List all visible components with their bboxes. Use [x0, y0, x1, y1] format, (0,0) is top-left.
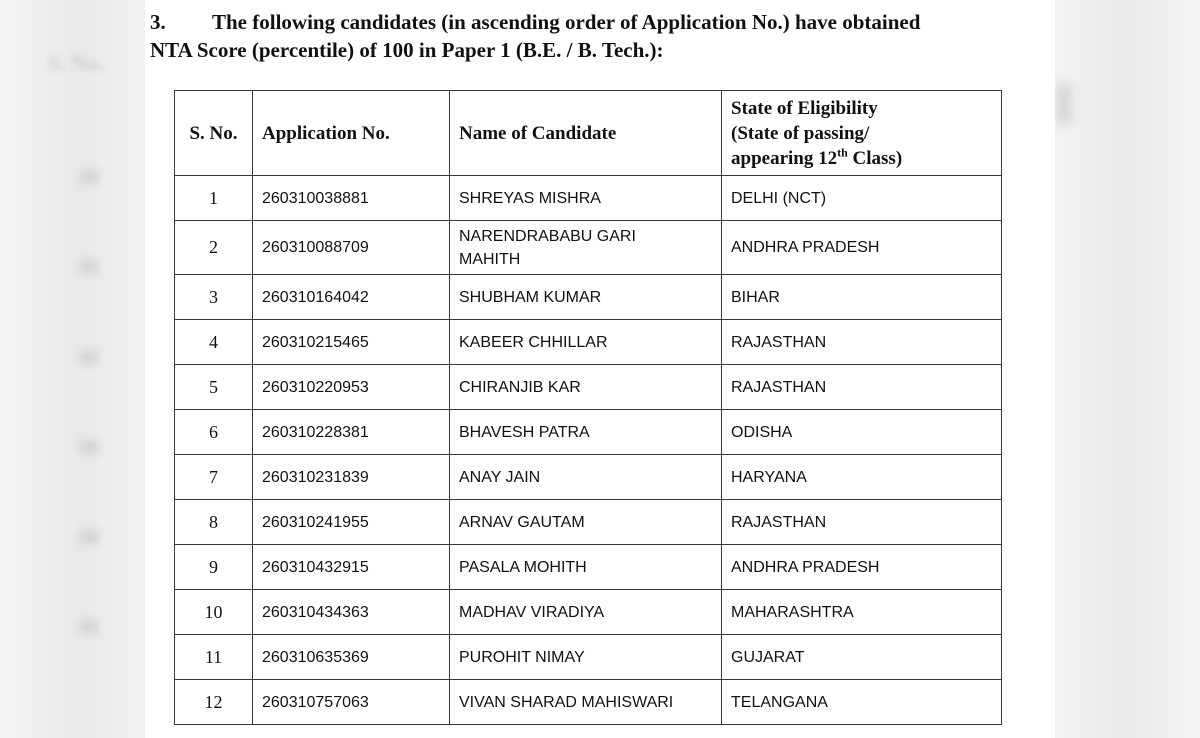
background-heading: S. No. [48, 50, 104, 75]
cell-state: ANDHRA PRADESH [722, 545, 1002, 590]
cell-application-no: 260310164042 [253, 275, 450, 320]
candidate-name-line-1: ARNAV GAUTAM [459, 513, 585, 531]
header-state-line-3 [731, 146, 992, 171]
cell-application-no: 260310220953 [253, 365, 450, 410]
candidate-name-line-1: PUROHIT NIMAY [459, 648, 585, 666]
cell-candidate-name [450, 176, 722, 221]
table-row [175, 365, 1002, 410]
header-sno: S. No. [175, 91, 253, 176]
candidate-name-line-1: PASALA MOHITH [459, 558, 587, 576]
cell-candidate-name [450, 221, 722, 275]
cell-candidate-name [450, 320, 722, 365]
header-application-no: Application No. [253, 91, 450, 176]
notice-line-2: NTA Score (percentile) of 100 in Paper 1 (B.E. / B. Tech.): [150, 38, 664, 62]
cell-sno: 9 [175, 545, 253, 590]
notice-text [150, 8, 1045, 64]
cell-state: RAJASTHAN [722, 365, 1002, 410]
table-row [175, 590, 1002, 635]
header-candidate-name: Name of Candidate [450, 91, 722, 176]
cell-sno: 11 [175, 635, 253, 680]
cell-sno: 10 [175, 590, 253, 635]
cell-state: TELANGANA [722, 680, 1002, 725]
cell-application-no: 260310434363 [253, 590, 450, 635]
cell-sno: 3 [175, 275, 253, 320]
cell-candidate-name [450, 590, 722, 635]
notice-line-1-text: The following candidates (in ascending order of Application No.) have obtained [212, 10, 921, 34]
background-ghost [1056, 84, 1072, 124]
table-row [175, 455, 1002, 500]
cell-state: DELHI (NCT) [722, 176, 1002, 221]
table-row [175, 221, 1002, 275]
toppers-table [174, 90, 1002, 725]
candidate-name-line-1: NARENDRABABU GARI [459, 227, 636, 245]
cell-candidate-name [450, 635, 722, 680]
cell-candidate-name [450, 680, 722, 725]
cell-application-no: 260310231839 [253, 455, 450, 500]
cell-candidate-name [450, 545, 722, 590]
header-state-of-eligibility [722, 91, 1002, 176]
notice-line-1 [150, 8, 1045, 36]
candidate-name-line-1: MADHAV VIRADIYA [459, 603, 605, 621]
cell-sno: 1 [175, 176, 253, 221]
table-header-row [175, 91, 1002, 176]
cell-application-no: 260310432915 [253, 545, 450, 590]
cell-application-no: 260310635369 [253, 635, 450, 680]
candidate-name-line-1: CHIRANJIB KAR [459, 378, 581, 396]
candidate-name-line-1: ANAY JAIN [459, 468, 541, 486]
table-row [175, 275, 1002, 320]
cell-state: BIHAR [722, 275, 1002, 320]
cell-application-no: 260310038881 [253, 176, 450, 221]
cell-candidate-name [450, 275, 722, 320]
cell-application-no: 260310241955 [253, 500, 450, 545]
notice-number: 3. [150, 10, 166, 34]
cell-sno: 12 [175, 680, 253, 725]
candidate-name-line-2: MAHITH [459, 250, 521, 268]
candidate-name-line-1: VIVAN SHARAD MAHISWARI [459, 693, 674, 711]
cell-candidate-name [450, 410, 722, 455]
cell-sno: 4 [175, 320, 253, 365]
table-row [175, 545, 1002, 590]
cell-candidate-name [450, 365, 722, 410]
cell-state: ANDHRA PRADESH [722, 221, 1002, 275]
cell-sno: 5 [175, 365, 253, 410]
cell-sno: 2 [175, 221, 253, 275]
background-right-blur [1050, 0, 1200, 738]
table-row [175, 176, 1002, 221]
header-state-line-3a: appearing 12 [731, 147, 838, 169]
table-row [175, 410, 1002, 455]
candidate-name-line-1: KABEER CHHILLAR [459, 333, 608, 351]
cell-application-no: 260310215465 [253, 320, 450, 365]
background-left-blur [0, 0, 160, 738]
cell-state: RAJASTHAN [722, 320, 1002, 365]
table-row [175, 680, 1002, 725]
cell-application-no: 260310088709 [253, 221, 450, 275]
header-state-sup: th [837, 145, 848, 160]
header-state-line-2: (State of passing/ [731, 122, 870, 144]
cell-state: RAJASTHAN [722, 500, 1002, 545]
cell-state: GUJARAT [722, 635, 1002, 680]
cell-sno: 6 [175, 410, 253, 455]
table-body [175, 176, 1002, 725]
cell-sno: 8 [175, 500, 253, 545]
cell-application-no: 260310228381 [253, 410, 450, 455]
background-column [80, 140, 98, 700]
cell-candidate-name [450, 500, 722, 545]
header-state-line-3b: Class) [847, 147, 903, 169]
candidate-name-line-1: BHAVESH PATRA [459, 423, 590, 441]
document-page [145, 0, 1055, 738]
table-row [175, 320, 1002, 365]
candidate-name-line-1: SHREYAS MISHRA [459, 189, 601, 207]
cell-application-no: 260310757063 [253, 680, 450, 725]
table-row [175, 500, 1002, 545]
header-state-line-1: State of Eligibility [731, 97, 878, 119]
cell-state: ODISHA [722, 410, 1002, 455]
cell-state: HARYANA [722, 455, 1002, 500]
table-row [175, 635, 1002, 680]
cell-candidate-name [450, 455, 722, 500]
cell-sno: 7 [175, 455, 253, 500]
candidate-name-line-1: SHUBHAM KUMAR [459, 288, 602, 306]
cell-state: MAHARASHTRA [722, 590, 1002, 635]
